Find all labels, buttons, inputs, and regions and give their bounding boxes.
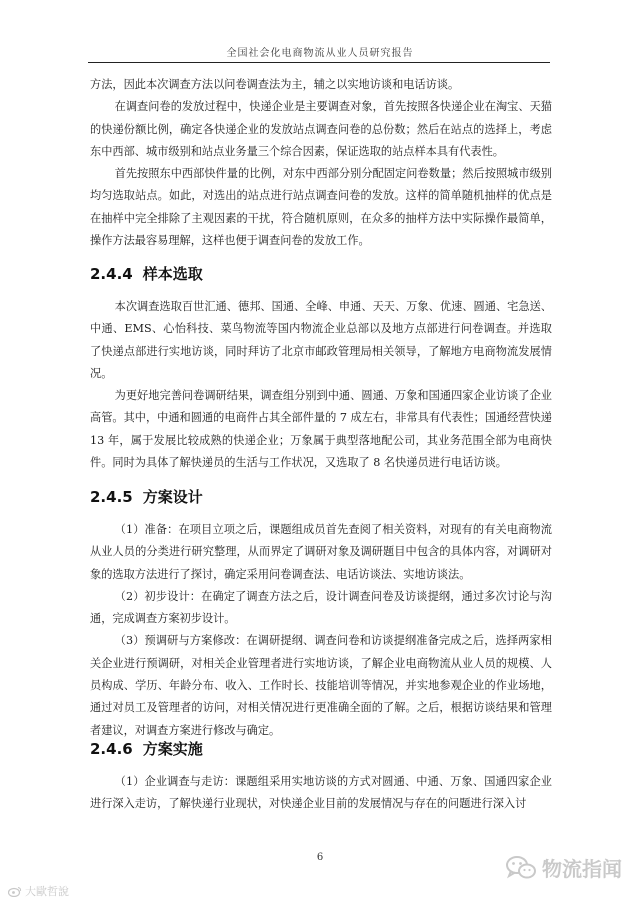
- watermark-wechat: [506, 853, 622, 882]
- section-title: 方案设计: [142, 488, 203, 506]
- weibo-icon: [8, 886, 22, 897]
- page-number: 6: [316, 852, 324, 863]
- watermark-weibo: [8, 883, 69, 899]
- section-number: 2.4.6: [90, 740, 133, 758]
- section-number: 2.4.5: [90, 488, 133, 506]
- section-heading-2-4-5: [90, 486, 203, 507]
- page-header: 全国社会化电商物流从业人员研究报告: [226, 48, 414, 59]
- sample-selection-text: [90, 296, 552, 474]
- paragraph: 在调查问卷的发放过程中，快递企业是主要调查对象，首先按照各快递企业在淘宝、天猫的快递份额比例，确定各快递企业的发放站点调查问卷的总份数；然后在站点的选择上，考虑东中西部、城市级别和站点业务量三个综合因素，保证选取的站点样本具有代表性。: [90, 100, 552, 158]
- header-divider: [88, 62, 550, 63]
- paragraph: （2）初步设计：在确定了调查方法之后，设计调查问卷及访谈提纲，通过多次讨论与沟通，完成调查方案初步设计。: [90, 589, 552, 626]
- paragraph: 方法，因此本次调查方法以问卷调查法为主，辅之以实地访谈和电话访谈。: [90, 78, 460, 91]
- plan-implementation-text: [90, 771, 552, 816]
- intro-text-block: [90, 74, 552, 252]
- section-heading-2-4-4: [90, 263, 203, 284]
- section-heading-2-4-6: [90, 738, 203, 759]
- plan-design-text: [90, 519, 552, 742]
- paragraph: 为更好地完善问卷调研结果，调查组分别到中通、圆通、万象和国通四家企业访谈了企业高管。其中，中通和圆通的电商件占其全部件量的 7 成左右，非常具有代表性；国通经营快递 13 年，属于发展比较成熟的快递企业；万象属于典型落地配公司，其业务范围全部为电商快件。同时为具体了解快递员的生活与工作状况，又选取了 8 名快递员进行电话访谈。: [90, 389, 552, 470]
- section-title: 方案实施: [142, 740, 203, 758]
- section-title: 样本选取: [142, 265, 203, 283]
- paragraph: （1）准备：在项目立项之后，课题组成员首先查阅了相关资料，对现有的有关电商物流从业人员的分类进行研究整理，从而界定了调研对象及调研题目中包含的具体内容，对调研对象的选取方法进行了探讨，确定采用问卷调查法、电话访谈法、实地访谈法。: [90, 523, 552, 581]
- watermark-right-text: 物流指闻: [542, 857, 622, 881]
- paragraph: （1）企业调查与走访：课题组采用实地访谈的方式对圆通、中通、万象、国通四家企业进行深入走访，了解快递行业现状，对快递企业目前的发展情况与存在的问题进行深入讨: [90, 775, 552, 811]
- paragraph: （3）预调研与方案修改：在调研提纲、调查问卷和访谈提纲准备完成之后，选择两家相关企业进行预调研，对相关企业管理者进行实地访谈，了解企业电商物流从业人员的规模、人员构成、学历、年龄分布、收入、工作时长、技能培训等情况，并实地参观企业的作业场地，通过对员工及管理者的访问，对相关情况进行更准确全面的了解。之后，根据访谈结果和管理者建议，对调查方案进行修改与确定。: [90, 634, 552, 737]
- watermark-left-text: 大歐哲說: [25, 885, 69, 898]
- section-number: 2.4.4: [90, 265, 133, 283]
- wechat-icon: [506, 856, 536, 880]
- paragraph: 本次调查选取百世汇通、德邦、国通、全峰、申通、天天、万象、优速、圆通、宅急送、中通、EMS、心怡科技、菜鸟物流等国内物流企业总部以及地方点部进行问卷调查。并选取了快递点部进行实地访谈，同时拜访了北京市邮政管理局相关领导，了解地方电商物流发展情况。: [90, 300, 552, 380]
- paragraph: 首先按照东中西部快件量的比例，对东中西部分别分配固定问卷数量；然后按照城市级别均匀选取站点。如此，对选出的站点进行站点调查问卷的发放。这样的简单随机抽样的优点是在抽样中完全排除了主观因素的干扰，符合随机原则，在众多的抽样方法中实际操作最简单，操作方法最容易理解，这样也便于调查问卷的发放工作。: [90, 167, 552, 248]
